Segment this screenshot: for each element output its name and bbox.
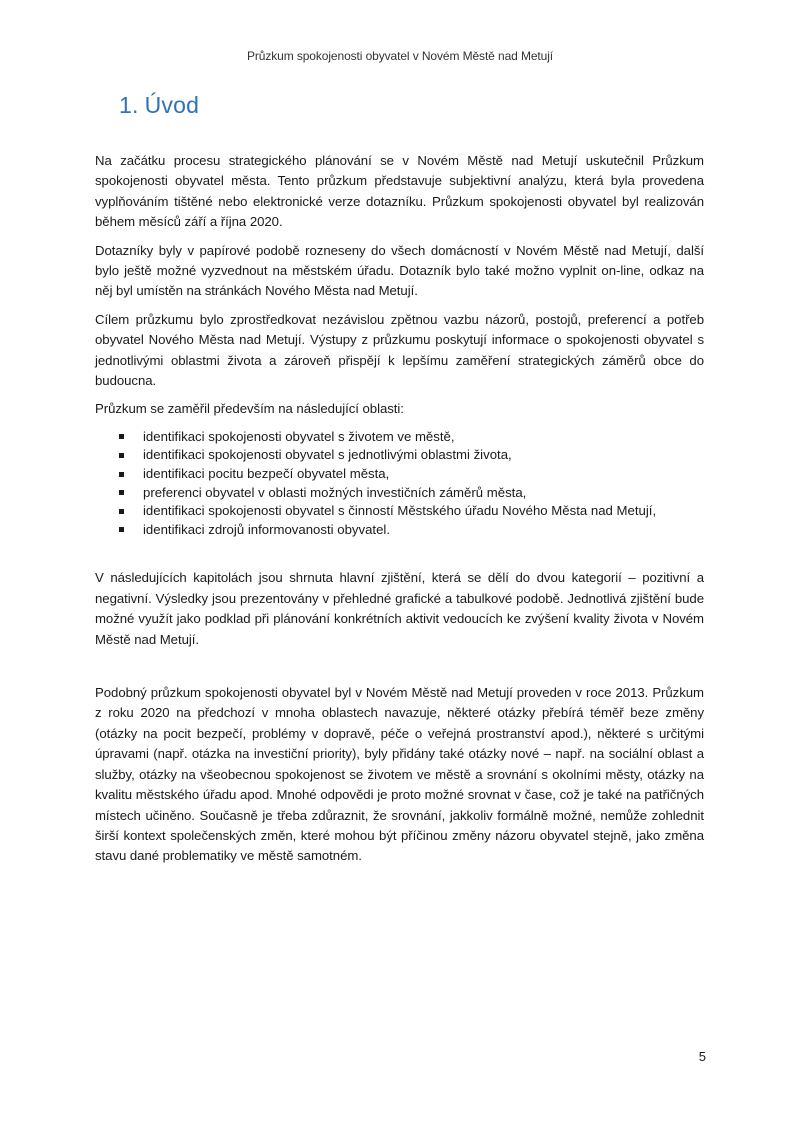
document-body [95,151,704,875]
paragraph-distribution: Dotazníky byly v papírové podobě rozneseny do všech domácností v Novém Městě nad Metují, další bylo ještě možné vyzvednout na městském úřadu. Dotazník bylo také možno vyplnit on-line, odkaz na něj byl umístěn na stránkách Nového Města nad Metují. [95,242,704,299]
list-item: identifikaci pocitu bezpečí obyvatel města, [95,465,704,484]
bullet-icon [119,509,124,514]
page-number: 5 [698,1049,706,1064]
list-item: preferenci obyvatel v oblasti možných investičních záměrů města, [95,484,704,503]
paragraph-results: V následujících kapitolách jsou shrnuta hlavní zjištění, která se dělí do dvou kategorií – pozitivní a negativní. Výsledky jsou prezentovány v přehledné grafické a tabulkové podobě. Jednotlivá zjištění bude možné využít jako podklad při plánování konkrétních aktivit vedoucích ke zvýšení kvality života v Novém Městě nad Metují. [95,570,704,647]
spacer [95,547,704,568]
section-title: Úvod [144,92,200,118]
bullet-icon [119,472,124,477]
paragraph-intro: Na začátku procesu strategického plánování se v Novém Městě nad Metují uskutečnil Průzkum spokojenosti obyvatel města. Tento průzkum představuje subjektivní analýzu, která byla provedena vyplňováním tištěné nebo elektronické verze dotazníku. Průzkum spokojenosti obyvatel byl realizován během měsíců září a října 2020. [95,153,704,230]
bullet-icon [119,490,124,495]
running-header: Průzkum spokojenosti obyvatel v Novém Městě nad Metují [246,49,554,63]
bullet-icon [119,434,124,439]
bullet-icon [119,453,124,458]
paragraph-comparison: Podobný průzkum spokojenosti obyvatel byl v Novém Městě nad Metují proveden v roce 2013. Průzkum z roku 2020 na předchozí v mnoha oblastech navazuje, některé otázky přebírá téměř beze změny (otázky na pocit bezpečí, problémy v dopravě, péče o veřejná prostranství apod.), některé s určitými úpravami (např. otázka na investiční priority), byly přidány také otázky nové – např. na sociální oblast a služby, otázky na všeobecnou spokojenost se životem ve městě a srovnání s okolními městy, otázky na kvalitu městského úřadu apod. Mnohé odpovědi je proto možné srovnat v čase, což je také na patřičných místech učiněno. Současně je třeba zdůraznit, že srovnání, jakkoliv formálně možné, nemůže zohlednit širší kontext společenských změn, které mohou být příčinou změny názoru obyvatel stejně, jako změna stavu dané problematiky ve městě samotném. [95,685,704,864]
list-item: identifikaci zdrojů informovanosti obyvatel. [95,521,704,540]
paragraph-focus-lead: Průzkum se zaměřil především na následující oblasti: [95,401,404,417]
section-number: 1. [119,92,139,118]
bullet-icon [119,527,124,532]
paragraph-goal: Cílem průzkumu bylo zprostředkovat nezávislou zpětnou vazbu názorů, postojů, preferencí a potřeb obyvatel Nového Města nad Metují. Výstupy z průzkumu poskytují informace o spokojenosti obyvatel s jednotlivými oblastmi života a zároveň přispějí k lepšímu zaměření strategických záměrů obce do budoucna. [95,311,704,389]
list-item: identifikaci spokojenosti obyvatel s jednotlivými oblastmi života, [95,446,704,465]
spacer [95,658,704,683]
list-item: identifikaci spokojenosti obyvatel s činností Městského úřadu Nového Města nad Metují, [95,502,704,521]
focus-areas-list [95,428,704,540]
section-heading [119,92,199,119]
list-item: identifikaci spokojenosti obyvatel s životem ve městě, [95,428,704,447]
